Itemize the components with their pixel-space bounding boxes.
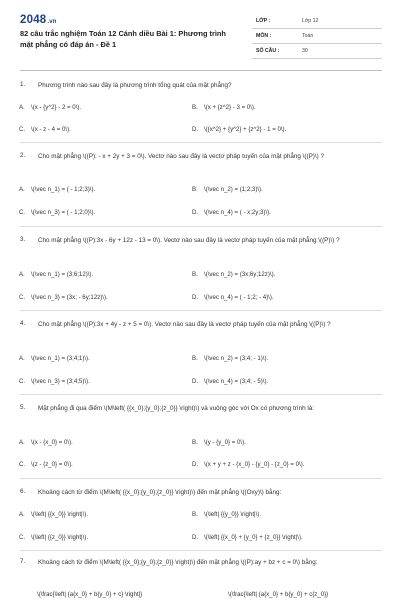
question-number: 2. xyxy=(20,152,26,159)
option-text: \(\frac{\left| {a{x_0} + b{y_0} + c{z_0}} xyxy=(228,591,329,598)
option-text: \(x + y + z - {x_0} - {y_0} - {z_0} = 0\). xyxy=(204,461,305,468)
option-c[interactable] xyxy=(19,461,73,468)
option-letter: C. xyxy=(19,294,26,301)
question-divider xyxy=(20,394,382,395)
meta-key: LỚP : xyxy=(256,18,271,24)
question-number: 1. xyxy=(20,81,26,88)
option-b[interactable] xyxy=(192,511,261,518)
meta-key: SỐ CÂU : xyxy=(256,48,280,54)
option-text: \(\vec n_4) = (3;4; - 5)\). xyxy=(204,378,269,385)
option-text: \(\left| {{z_0}} \right|\). xyxy=(31,534,89,541)
option-text: \(\vec n_2) = (3;4; - 1)\). xyxy=(204,355,269,362)
option-letter: D. xyxy=(192,209,199,216)
option-a[interactable] xyxy=(19,439,73,446)
option-b[interactable] xyxy=(192,271,275,278)
option-text: \(\frac{\left| {a{x_0} + b{y_0} + c} \right|} xyxy=(37,591,143,598)
option-a[interactable] xyxy=(19,511,88,518)
header-divider xyxy=(20,70,382,71)
option-text: \({x^2} + {y^2} + {z^2} - 1 = 0\). xyxy=(204,126,287,133)
option-text: \(x + {z^2} - 3 = 0\). xyxy=(204,104,256,111)
option-letter: A. xyxy=(19,355,25,362)
option-letter: C. xyxy=(19,126,26,133)
option-d[interactable] xyxy=(192,126,286,133)
meta-table xyxy=(252,14,382,59)
option-letter: A. xyxy=(19,104,25,111)
option-letter: D. xyxy=(192,378,199,385)
option-letter: D. xyxy=(192,534,199,541)
option-letter: A. xyxy=(19,186,25,193)
option-a[interactable] xyxy=(19,355,90,362)
question-divider xyxy=(20,142,382,143)
option-text: \(z - {z_0} = 0\). xyxy=(31,461,73,468)
option-letter: D. xyxy=(192,461,199,468)
question-text: Khoảng cách từ điểm \(M\left( {{x_0};{y_0};{z_0}} \right)\) đến mặt phẳng \((P):ay + bz + c = 0\) bằng: xyxy=(38,559,318,566)
option-letter: A. xyxy=(19,511,25,518)
option-text: \(\vec n_2) = (3x;6y;12z)\). xyxy=(204,271,276,278)
meta-value: Lớp 12 xyxy=(302,18,319,24)
option-d[interactable] xyxy=(192,534,303,541)
question-number: 6. xyxy=(20,488,26,495)
question-text: Mặt phẳng đi qua điểm \(M\left( {{x_0};{y_0};{z_0}} \right)\) và vuông góc với Ox có phương trình là: xyxy=(38,405,315,412)
meta-row-class xyxy=(252,14,382,29)
question-divider xyxy=(20,478,382,479)
option-text: \(x - {y^2} - 2 = 0\). xyxy=(31,104,82,111)
option-a[interactable] xyxy=(19,104,81,111)
option-text: \(x - {x_0} = 0\). xyxy=(31,439,73,446)
option-a[interactable] xyxy=(37,591,142,598)
option-c[interactable] xyxy=(19,294,108,301)
option-letter: C. xyxy=(19,534,26,541)
option-d[interactable] xyxy=(192,294,274,301)
meta-row-count xyxy=(252,44,382,59)
document-title: 82 câu trắc nghiệm Toán 12 Cánh diều Bài 1: Phương trình mặt phẳng có đáp án - Đề 1 xyxy=(20,29,226,49)
question-divider xyxy=(20,310,382,311)
question-number: 5. xyxy=(20,404,26,411)
option-letter: D. xyxy=(192,294,199,301)
question-number: 4. xyxy=(20,320,26,327)
question-text: Cho mặt phẳng \((P):3x - 6y + 12z - 13 = 0\). Vectơ nào sau đây là vectơ pháp tuyến của mặt phẳng \((P)\) ? xyxy=(38,237,340,244)
logo-tld: .vn xyxy=(47,19,57,25)
option-d[interactable] xyxy=(192,378,268,385)
question-number: 3. xyxy=(20,236,26,243)
option-text: \(\vec n_4) = ( - x;2y;3)\). xyxy=(204,209,271,216)
option-letter: B. xyxy=(192,271,198,278)
logo-text: 2048 xyxy=(20,14,47,26)
option-text: \(\vec n_4) = ( - 1;2; - 4)\). xyxy=(204,294,274,301)
meta-row-subject xyxy=(252,29,382,44)
option-text: \(y - {y_0} = 0\). xyxy=(204,439,246,446)
option-text: \(\left| {{y_0}} \right|\). xyxy=(204,511,262,518)
option-text: \(x - z - 4 = 0\). xyxy=(31,126,71,133)
option-text: \(\vec n_3) = (3x; - 6y;12z)\). xyxy=(31,294,108,301)
question-text: Cho mặt phẳng \((P):3x + 4y - z + 5 = 0\). Vectơ nào sau đây là vectơ pháp tuyến của mặt phẳng \((P)\) ? xyxy=(38,321,331,328)
option-letter: B. xyxy=(192,439,198,446)
site-logo[interactable] xyxy=(20,14,57,26)
option-d[interactable] xyxy=(192,461,304,468)
question-divider xyxy=(20,550,382,551)
option-letter: B. xyxy=(192,355,198,362)
option-text: \(\left| {{x_0} + {y_0} + {z_0}} \right|\). xyxy=(204,534,303,541)
question-text: Phương trình nào sau đây là phương trình tổng quát của mặt phẳng? xyxy=(38,82,232,89)
option-b[interactable] xyxy=(228,591,328,598)
meta-key: MÔN : xyxy=(256,33,272,39)
option-b[interactable] xyxy=(192,439,246,446)
question-text: Khoảng cách từ điểm \(M\left( {{x_0};{y_0};{z_0}} \right)\) đến mặt phẳng \((Oxy)\) bằng: xyxy=(38,489,282,496)
option-text: \(\vec n_3) = ( - 1;2;0)\). xyxy=(31,209,96,216)
option-letter: A. xyxy=(19,439,25,446)
option-text: \(\vec n_1) = ( - 1;2;3)\). xyxy=(31,186,96,193)
question-divider xyxy=(20,226,382,227)
option-letter: B. xyxy=(192,104,198,111)
option-text: \(\left| {{x_0}} \right|\). xyxy=(31,511,89,518)
meta-value: Toán xyxy=(302,33,314,39)
option-letter: B. xyxy=(192,511,198,518)
option-b[interactable] xyxy=(192,355,268,362)
option-b[interactable] xyxy=(192,186,263,193)
option-c[interactable] xyxy=(19,209,95,216)
question-number: 7. xyxy=(20,558,26,565)
option-letter: A. xyxy=(19,271,25,278)
option-text: \(\vec n_1) = (3;6;12)\). xyxy=(31,271,94,278)
question-text: Cho mặt phẳng \((P): - x + 2y + 3 = 0\). Vectơ nào sau đây là vectơ pháp tuyến của mặt phẳng \((P)\) ? xyxy=(38,153,324,160)
option-text: \(\vec n_1) = (3;4;1)\). xyxy=(31,355,90,362)
option-c[interactable] xyxy=(19,126,71,133)
meta-value: 30 xyxy=(302,48,308,54)
option-b[interactable] xyxy=(192,104,256,111)
option-c[interactable] xyxy=(19,534,88,541)
option-letter: C. xyxy=(19,378,26,385)
option-letter: C. xyxy=(19,209,26,216)
option-letter: D. xyxy=(192,126,199,133)
option-d[interactable] xyxy=(192,209,271,216)
option-a[interactable] xyxy=(19,271,93,278)
option-text: \(\vec n_2) = (1;2;3)\). xyxy=(204,186,263,193)
option-c[interactable] xyxy=(19,378,90,385)
option-letter: B. xyxy=(192,186,198,193)
option-text: \(\vec n_3) = (3;4;5)\). xyxy=(31,378,90,385)
option-letter: C. xyxy=(19,461,26,468)
option-a[interactable] xyxy=(19,186,95,193)
